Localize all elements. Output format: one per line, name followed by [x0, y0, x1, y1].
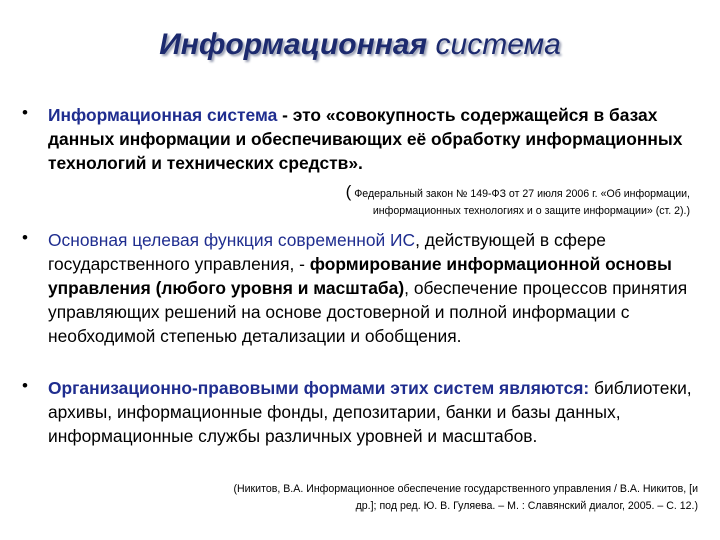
paragraph-information-system	[48, 103, 708, 175]
citation-line-1: (Никитов, В.А. Информационное обеспечение государственного управления / В.А. Никитов, [и	[233, 483, 698, 495]
main-function-text-2: , обеспечение процессов принятия управляющих решений на основе достоверной и полной информации с необходимой степенью детализации и обобщения.	[48, 278, 688, 346]
bullet-2: •	[22, 228, 28, 247]
title-part-2: система	[435, 28, 561, 61]
main-function-heading: Основная целевая функция современной ИС	[48, 230, 416, 250]
source-open-paren: (	[345, 182, 352, 201]
source-line-2: информационных технологиях и о защите информации» (ст. 2).)	[372, 205, 690, 217]
slide-title	[0, 28, 720, 62]
legal-forms-text: библиотеки, архивы, информационные фонды, депозитарии, банки и базы данных, информационные службы различных уровней и масштабов.	[48, 378, 692, 446]
term-information-system: Информационная система	[48, 105, 278, 125]
bullet-1: •	[22, 103, 28, 122]
main-function-text-1: , действующей в сфере государственного управления, -	[48, 230, 606, 274]
definition-text: - это «совокупность содержащейся в базах данных информации и обеспечивающих её обработку информационных технологий и технических средств».	[48, 105, 683, 173]
paragraph-main-function	[48, 228, 708, 348]
legal-forms-heading: Организационно-правовыми формами этих систем являются:	[48, 378, 590, 398]
main-function-bold: формирование информационной основы управления (любого уровня и масштаба)	[48, 254, 672, 298]
source-line-1: Федеральный закон № 149-ФЗ от 27 июля 2006 г. «Об информации,	[354, 188, 690, 200]
bullet-3: •	[22, 376, 28, 395]
title-part-1: Информационная	[159, 28, 428, 61]
citation-line-2: др.]; под ред. Ю. В. Гуляева. – М. : Славянский диалог, 2005. – С. 12.)	[355, 500, 698, 512]
book-citation	[233, 481, 698, 515]
law-source-citation	[346, 183, 690, 220]
paragraph-legal-forms	[48, 376, 708, 448]
